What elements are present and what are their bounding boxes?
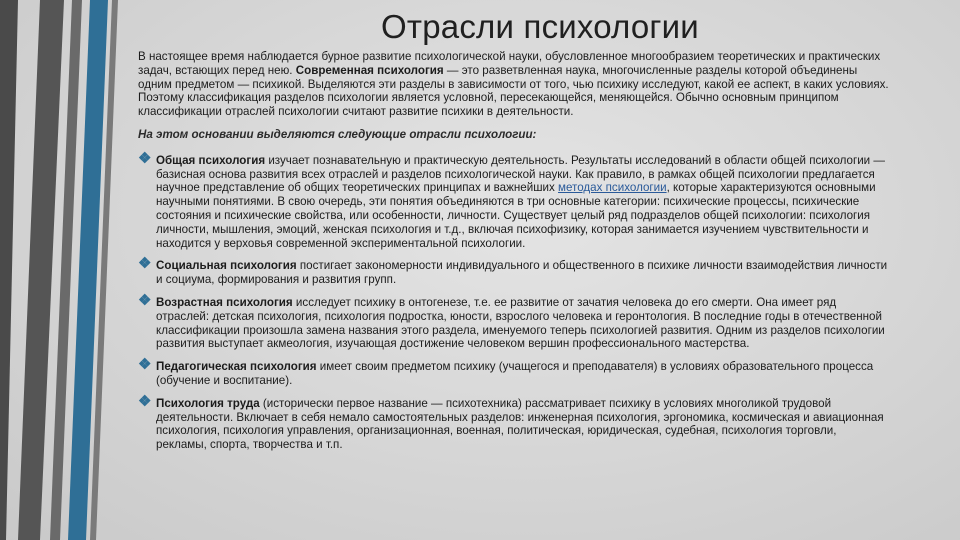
item-term: Педагогическая психология <box>156 360 317 374</box>
item-term: Социальная психология <box>156 259 297 273</box>
item-text: постигает закономерности индивидуального и общественного в психике личности взаимодействия личности и социума, формирования и развития групп. <box>156 259 888 287</box>
list-item-work-psychology <box>138 392 890 452</box>
lead-sentence: На этом основании выделяются следующие отрасли психологии: <box>138 127 537 141</box>
item-term: Психология труда <box>156 396 260 410</box>
diamond-bullet-icon: ❖ <box>138 291 152 309</box>
methods-link[interactable]: методах психологии <box>558 181 667 195</box>
diamond-bullet-icon: ❖ <box>138 392 152 410</box>
item-text: имеет своим предметом психику (учащегося и преподавателя) в условиях образовательного процесса (обучение и воспитание). <box>156 360 874 387</box>
item-text: исследует психику в онтогенезе, т.е. ее развитие от зачатия человека до его смерти. Она имеет ряд отраслей: детская психология, психология подростка, юности, взрослого человека и геронтология. В последние годы в отечественной классификации произошла замена названия этого раздела, именуемого теперь психологией развития. Одним из разделов психологии развития выступает акмеология, изучающая достижение человеком вершин профессионального мастерства. <box>156 295 885 351</box>
item-term: Общая психология <box>156 153 266 167</box>
slide-body <box>138 50 890 461</box>
slide-title: Отрасли психологии <box>381 8 699 45</box>
item-text: (исторически первое название — психотехника) рассматривает психику в условиях многоликой трудовой деятельности. Включает в себя немало самостоятельных разделов: инженерная психология, эргономика, космическая и авиационная психология, психология управления, организационная, военная, политическая, юридическая, судебная, психология торговли, рекламы, спорта, творчества и т.п. <box>156 396 884 452</box>
item-term: Возрастная психология <box>156 295 293 309</box>
intro-text-1: В настоящее время наблюдается бурное развитие психологической науки, обусловленное многообразием теоретических и практических задач, встающих перед нею. <box>138 50 881 77</box>
intro-paragraph <box>138 50 890 119</box>
item-text: изучает познавательную и практическую деятельность. Результаты исследований в области общей психологии — базисная основа развития всех отраслей и разделов психологической науки. Как правило, в рамках общей психологии предлагается научное представление об общих теоретических принципах и важнейших <box>156 153 885 195</box>
list-item-social-psychology <box>138 255 890 287</box>
diamond-bullet-icon: ❖ <box>138 149 152 167</box>
intro-bold-term: Современная психология <box>295 63 444 77</box>
intro-text-2: — это разветвленная наука, многочисленные разделы которой объединены одним предметом — психикой. Выделяются эти разделы в зависимости от того, чью психику исследуют, какой ее аспект, в каких условиях. Поэтому классификация разделов психологии является условной, пересекающейся, меняющейся. Обычно основным принципом классификации отраслей психологии считают развитие психики в деятельности. <box>138 63 889 119</box>
item-text-continued: , которые характеризуются основными научными понятиями. В свою очередь, эти понятия объединяются в три основные категории: психические процессы, психические состояния и психические свойства, или особенности, личности. Существует целый ряд подразделов общей психологии: психология личности, мышления, эмоций, женская психология и т.д., включая психофизику, которая занимается изучением чувствительности и находится у верховья современной экспериментальной психологии. <box>156 181 876 250</box>
diamond-bullet-icon: ❖ <box>138 255 152 273</box>
list-item-general-psychology <box>138 149 890 251</box>
list-item-developmental-psychology <box>138 291 890 351</box>
diamond-bullet-icon: ❖ <box>138 356 152 374</box>
decorative-stripes <box>0 0 140 540</box>
list-item-educational-psychology <box>138 356 890 388</box>
